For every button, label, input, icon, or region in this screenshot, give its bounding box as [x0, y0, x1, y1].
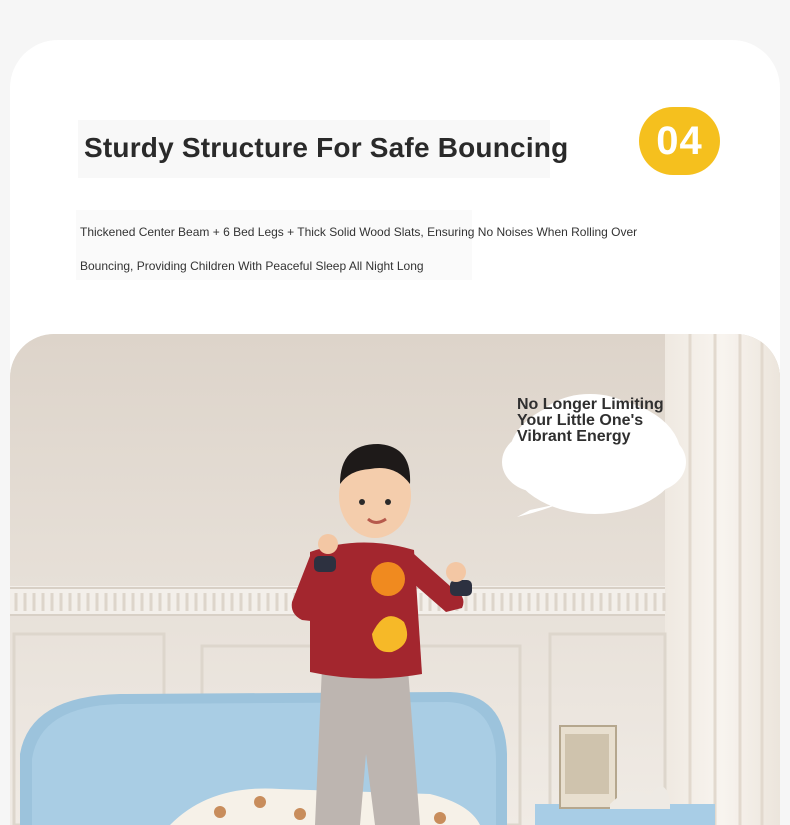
product-photo — [10, 334, 780, 825]
bubble-line: Vibrant Energy — [517, 428, 631, 445]
bubble-line: No Longer Limiting — [517, 396, 664, 413]
feature-card — [10, 40, 780, 825]
speech-bubble-text — [517, 397, 664, 445]
bubble-line: Your Little One's — [517, 412, 644, 429]
step-number-badge: 04 — [639, 107, 720, 175]
bedroom-illustration — [10, 334, 780, 825]
section-description: Thickened Center Beam + 6 Bed Legs + Thick Solid Wood Slats, Ensuring No Noises When Rolling Over Bouncing, Providing Children With Peaceful Sleep All Night Long — [80, 225, 638, 273]
section-title: Sturdy Structure For Safe Bouncing — [84, 132, 569, 163]
